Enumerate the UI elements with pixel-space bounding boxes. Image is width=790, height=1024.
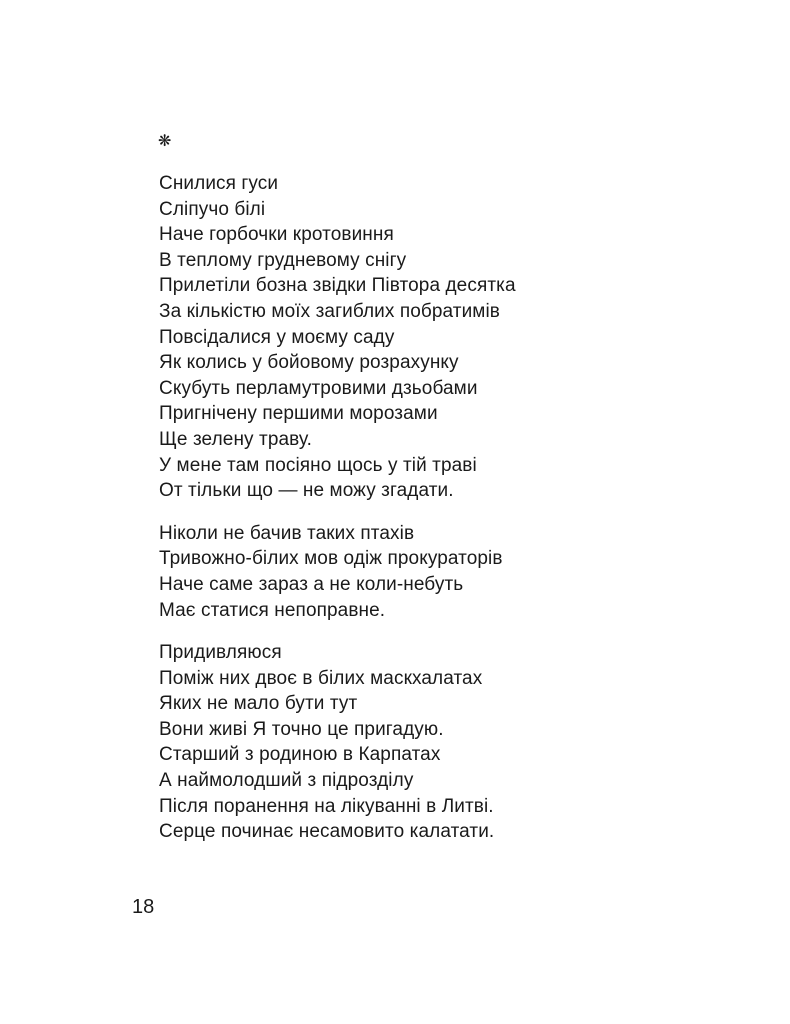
poem-line: Після поранення на лікуванні в Литві.: [159, 795, 494, 817]
stanza: [159, 640, 759, 845]
poem-line: От тільки що — не можу згадати.: [159, 480, 454, 502]
poem-line: Снилися гуси: [159, 173, 279, 194]
poem-line: Як колись у бойовому розрахунку: [159, 352, 459, 374]
poem-line: В теплому грудневому снігу: [159, 249, 407, 271]
poem-line: Серце починає несамовито калатати.: [159, 821, 495, 843]
poem-line: Скубуть перламутровими дзьобами: [159, 377, 478, 399]
poem-line: Яких не мало бути тут: [159, 693, 358, 715]
poem-line: Пригнічену першими морозами: [159, 403, 438, 425]
poem-line: А наймолодший з підрозділу: [159, 770, 414, 792]
poem-line: Тривожно-білих мов одіж прокураторів: [159, 548, 503, 570]
poem-line: Сліпучо білі: [159, 198, 266, 220]
poem-line: Поміж них двоє в білих маскхалатах: [159, 667, 483, 689]
poem-line: Повсідалися у моєму саду: [159, 326, 395, 348]
poem-line: Придивляюся: [159, 642, 282, 664]
poem-line: Вони живі Я точно це пригадую.: [159, 718, 444, 740]
stanza: [159, 521, 759, 623]
page-number: 18: [132, 896, 155, 918]
poem-line: Наче горбочки кротовиння: [159, 224, 394, 246]
poem-line: Старший з родиною в Карпатах: [159, 744, 441, 766]
poem-line: Наче саме зараз а не коли-небуть: [159, 573, 464, 595]
poem-line: Ще зелену траву.: [159, 428, 313, 450]
poem-line: У мене там посіяно щось у тій траві: [159, 454, 477, 476]
poem-line: Прилетіли бозна звідки Півтора десятка: [159, 275, 516, 297]
poem-line: Має статися непоправне.: [159, 599, 386, 621]
poem: [159, 171, 759, 862]
section-ornament-icon: ❋: [158, 131, 172, 150]
poem-line: За кількістю моїх загиблих побратимів: [159, 300, 500, 322]
poem-line: Ніколи не бачив таких птахів: [159, 522, 415, 544]
stanza: [159, 171, 759, 504]
